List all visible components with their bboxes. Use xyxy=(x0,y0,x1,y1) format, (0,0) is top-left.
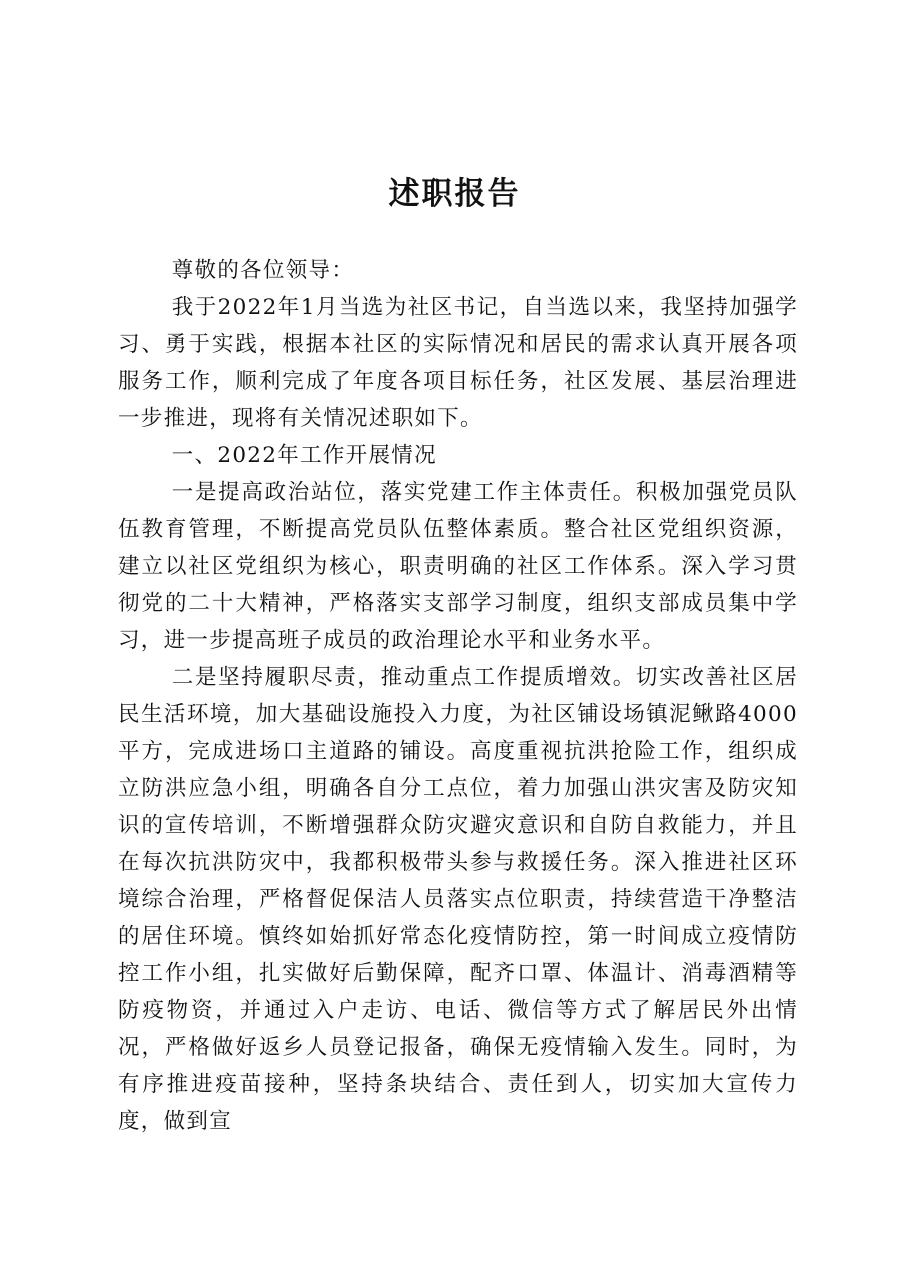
section-heading: 一、2022年工作开展情况 xyxy=(171,443,437,468)
paragraph-party-building: 一是提高政治站位，落实党建工作主体责任。积极加强党员队伍教育管理，不断提高党员队伍整体素质。整合社区党组织资源，建立以社区党组织为核心，职责明确的社区工作体系。深入学习贯彻党的二十大精神，严格落实支部学习制度，组织支部成员集中学习，进一步提高班子成员的政治理论水平和业务水平。 xyxy=(118,480,798,653)
paragraph-key-work: 二是坚持履职尽责，推动重点工作提质增效。切实改善社区居民生活环境，加大基础设施投入力度，为社区铺设场镇泥鳅路4000平方，完成进场口主道路的铺设。高度重视抗洪抢险工作，组织成立防洪应急小组，明确各自分工点位，着力加强山洪灾害及防灾知识的宣传培训，不断增强群众防灾避灾意识和自防自救能力，并且在每次抗洪防灾中，我都积极带头参与救援任务。深入推进社区环境综合治理，严格督促保洁人员落实点位职责，持续营造干净整洁的居住环境。慎终如始抓好常态化疫情防控，第一时间成立疫情防控工作小组，扎实做好后勤保障，配齐口罩、体温计、消毒酒精等防疫物资，并通过入户走访、电话、微信等方式了解居民外出情况，严格做好返乡人员登记报备，确保无疫情输入发生。同时，为有序推进疫苗接种，坚持条块结合、责任到人，切实加大宣传力度，做到宣 xyxy=(118,665,798,1134)
intro-paragraph: 我于2022年1月当选为社区书记，自当选以来，我坚持加强学习、勇于实践，根据本社区的实际情况和居民的需求认真开展各项服务工作，顺利完成了年度各项目标任务，社区发展、基层治理进一步推进，现将有关情况述职如下。 xyxy=(118,295,798,431)
salutation: 尊敬的各位领导： xyxy=(171,258,355,283)
document-body xyxy=(118,252,798,1140)
document-title: 述职报告 xyxy=(388,176,521,212)
